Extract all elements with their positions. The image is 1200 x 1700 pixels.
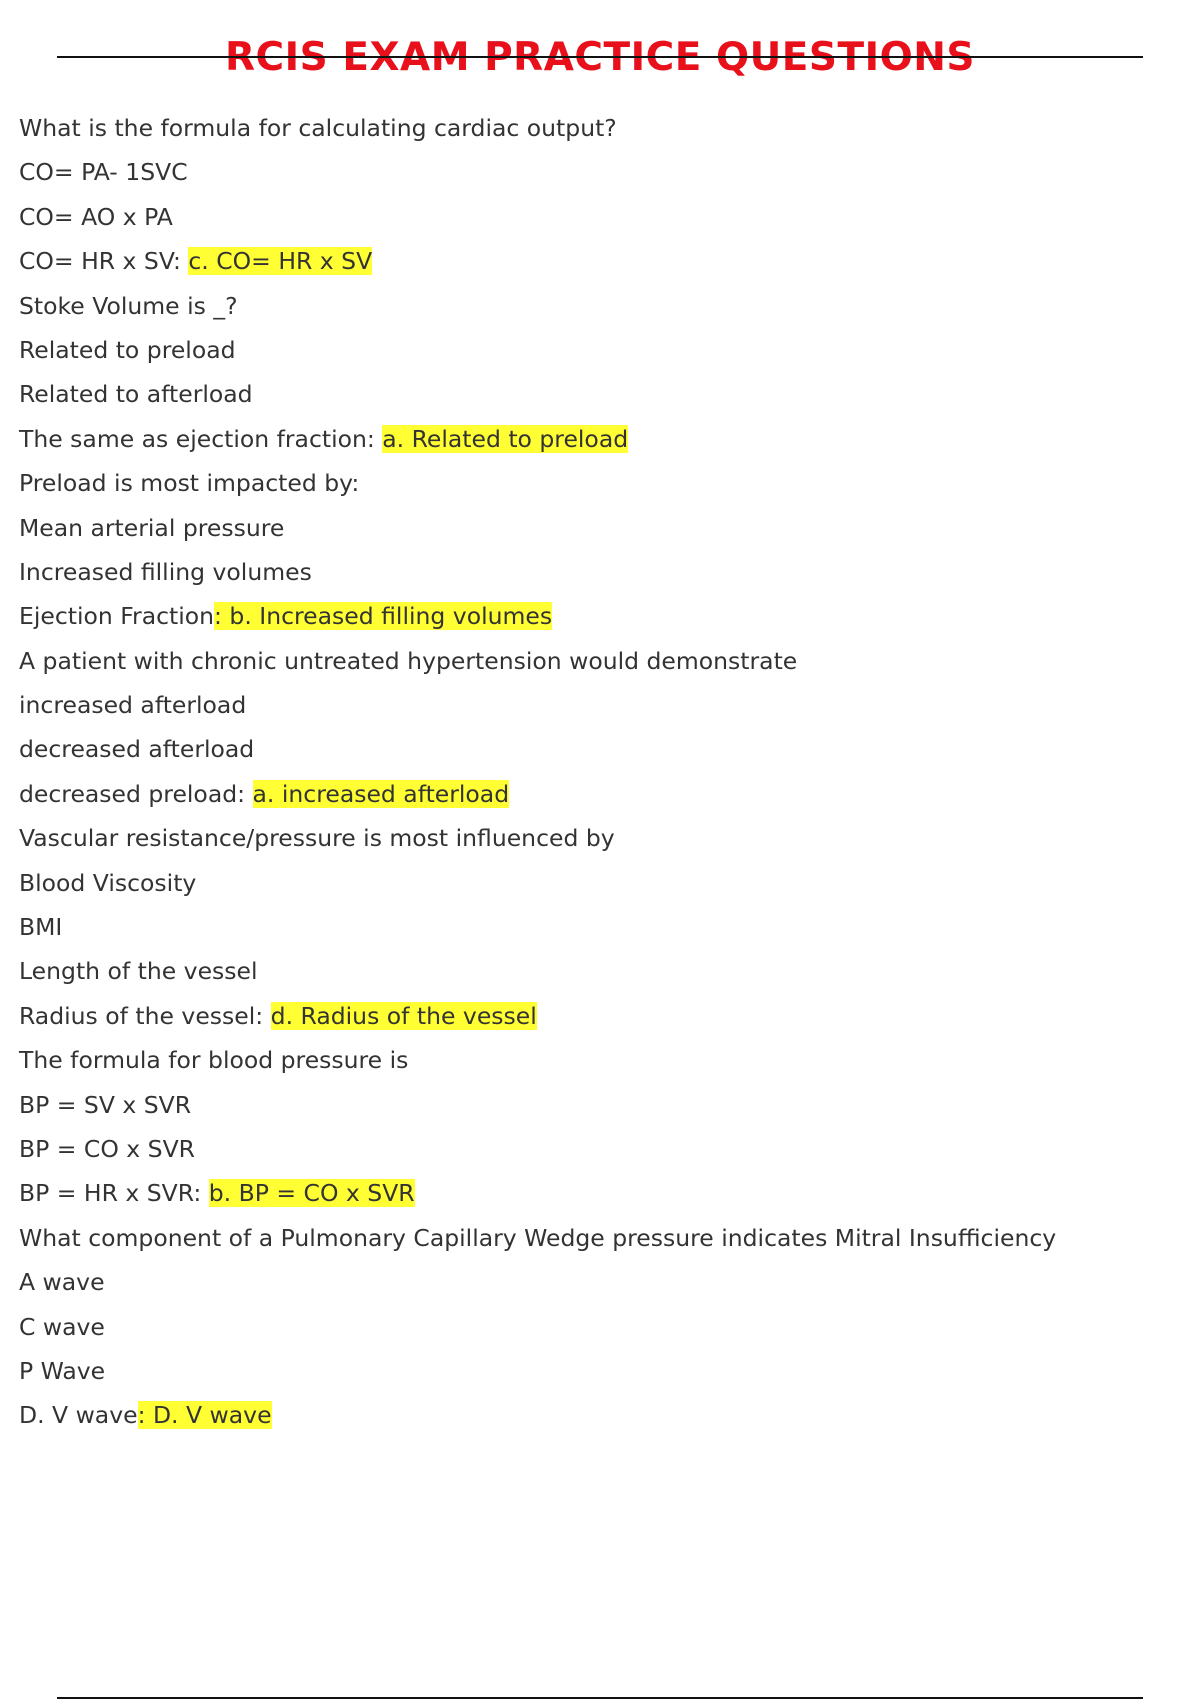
document-line: [19, 1171, 1179, 1215]
question-list: [19, 106, 1179, 1438]
line-text: Related to preload: [19, 335, 236, 364]
document-line: [19, 372, 1179, 416]
line-text: Mean arterial pressure: [19, 513, 285, 542]
answer-highlight: d. Radius of the vessel: [270, 1001, 537, 1030]
document-line: [19, 1038, 1179, 1082]
line-text: Related to afterload: [19, 380, 253, 409]
line-text: What component of a Pulmonary Capillary Wedge pressure indicates Mitral Insufficiency: [19, 1223, 1057, 1252]
document-line: [19, 1127, 1179, 1171]
line-text: Vascular resistance/pressure is most influenced by: [19, 824, 615, 853]
document-line: [19, 949, 1179, 993]
document-line: [19, 905, 1179, 949]
line-text: Ejection Fraction: [19, 602, 215, 631]
line-text: BP = HR x SVR:: [19, 1179, 209, 1208]
document-line: [19, 461, 1179, 505]
line-text: BMI: [19, 913, 63, 942]
document-line: [19, 417, 1179, 461]
line-text: CO= PA- 1SVC: [19, 158, 188, 187]
line-text: Preload is most impacted by:: [19, 469, 360, 498]
document-line: [19, 861, 1179, 905]
line-text: Radius of the vessel:: [19, 1001, 271, 1030]
line-text: CO= AO x PA: [19, 202, 173, 231]
title-area: [57, 30, 1143, 86]
line-text: BP = CO x SVR: [19, 1134, 195, 1163]
document-line: [19, 727, 1179, 771]
document-line: [19, 328, 1179, 372]
page-title: RCIS EXAM PRACTICE QUESTIONS: [224, 35, 976, 80]
line-text: Length of the vessel: [19, 957, 258, 986]
line-text: Blood Viscosity: [19, 868, 197, 897]
line-text: CO= HR x SV:: [19, 247, 189, 276]
document-line: [19, 639, 1179, 683]
bottom-rule: [57, 1697, 1143, 1699]
line-text: decreased afterload: [19, 735, 255, 764]
line-text: P Wave: [19, 1356, 106, 1385]
document-line: [19, 1216, 1179, 1260]
answer-highlight: a. increased afterload: [252, 779, 510, 808]
answer-highlight: : b. Increased filling volumes: [214, 602, 553, 631]
document-line: [19, 195, 1179, 239]
document-line: [19, 106, 1179, 150]
document-line: [19, 683, 1179, 727]
document-line: [19, 1349, 1179, 1393]
title-rule: [57, 56, 1143, 58]
document-line: [19, 772, 1179, 816]
document-line: [19, 994, 1179, 1038]
document-line: [19, 1083, 1179, 1127]
document-line: [19, 284, 1179, 328]
document-line: [19, 550, 1179, 594]
document-line: [19, 506, 1179, 550]
answer-highlight: a. Related to preload: [382, 424, 629, 453]
line-text: The formula for blood pressure is: [19, 1046, 409, 1075]
line-text: Stoke Volume is _?: [19, 291, 238, 320]
document-line: [19, 1393, 1179, 1437]
line-text: A patient with chronic untreated hypertension would demonstrate: [19, 646, 798, 675]
document-line: [19, 150, 1179, 194]
answer-highlight: c. CO= HR x SV: [188, 247, 373, 276]
line-text: C wave: [19, 1312, 105, 1341]
line-text: increased afterload: [19, 691, 247, 720]
line-text: D. V wave: [19, 1401, 138, 1430]
document-line: [19, 816, 1179, 860]
document-line: [19, 1260, 1179, 1304]
line-text: Increased filling volumes: [19, 557, 312, 586]
answer-highlight: : D. V wave: [137, 1401, 272, 1430]
document-line: [19, 239, 1179, 283]
line-text: decreased preload:: [19, 779, 253, 808]
document-line: [19, 1305, 1179, 1349]
document-line: [19, 594, 1179, 638]
answer-highlight: b. BP = CO x SVR: [208, 1179, 415, 1208]
line-text: What is the formula for calculating cardiac output?: [19, 114, 617, 142]
line-text: The same as ejection fraction:: [19, 424, 383, 453]
line-text: BP = SV x SVR: [19, 1090, 192, 1119]
line-text: A wave: [19, 1268, 105, 1297]
